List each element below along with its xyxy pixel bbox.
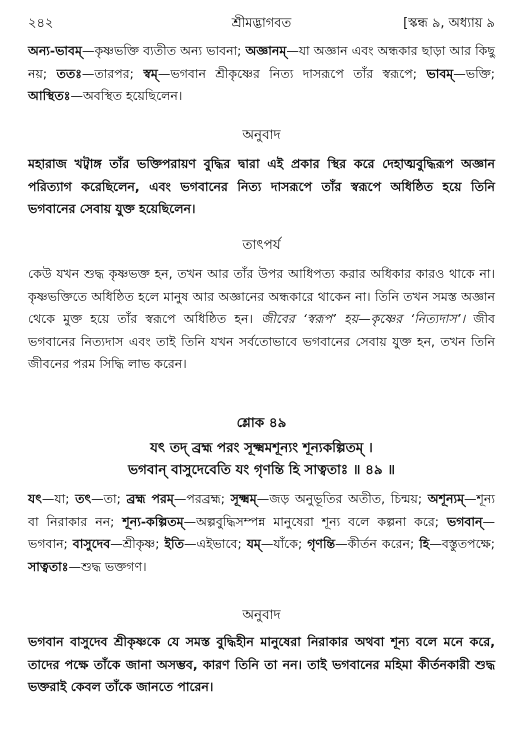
synonym-word: যম্ bbox=[246, 536, 261, 551]
synonym-meaning: ভগবান; bbox=[28, 536, 68, 551]
purport-quote: জীবের ‘স্বরূপ’ হয়—কৃষ্ণের ‘নিত্যদাস’। bbox=[261, 311, 466, 326]
page-number: ২৪২ bbox=[28, 16, 54, 31]
purport-heading: তাৎপর্য bbox=[242, 237, 281, 253]
synonym-word: অশূন্যম্ bbox=[427, 491, 465, 506]
synonym-word: যৎ bbox=[28, 491, 42, 506]
synonym-meaning: কীর্তন করেন; bbox=[347, 536, 415, 551]
synonym-word: ভগবান্ bbox=[446, 513, 483, 529]
synonym-meaning: অল্পবুদ্ধিসম্পন্ন মানুষেরা শূন্য বলে কল্পনা করে; bbox=[196, 513, 439, 529]
synonym-word: সূক্ষ্মম্ bbox=[230, 491, 257, 506]
synonym-meaning: তা; bbox=[103, 491, 121, 506]
book-title: শ্রীমদ্ভাগবত bbox=[231, 16, 292, 31]
translation-text: ভগবান বাসুদেব শ্রীকৃষ্ণকে যে সমস্ত বুদ্ধিহীন মানুষেরা নিরাকার অথবা শূন্য বলে মনে করে, তাদের পক্ষে তাঁকে জানা অসম্ভব, কারণ তিনি তা নন। তাই ভগবানের মহিমা কীর্তনকারী শুদ্ধ ভক্তরাই কেবল তাঁকে জানতে পারেন। bbox=[28, 634, 495, 694]
synonym-meaning: শ্রীকৃষ্ণ; bbox=[122, 536, 160, 551]
synonym-word: গৃণন্তি bbox=[307, 536, 336, 551]
synonym-word: তৎ bbox=[75, 491, 92, 506]
synonym-word: শূন্য-কল্পিতম্ bbox=[122, 513, 184, 529]
synonym-meaning: অবস্থিত হয়েছিলেন। bbox=[82, 88, 183, 103]
purport-section bbox=[28, 235, 495, 376]
synonym-meaning: এইভাবে; bbox=[196, 536, 242, 551]
synonym-meaning: যা; bbox=[54, 491, 70, 506]
synonym-meaning: যাঁকে; bbox=[273, 536, 303, 551]
synonyms-verse bbox=[28, 488, 495, 578]
synonym-meaning: ভক্তি; bbox=[465, 65, 495, 81]
chapter-reference: [স্কন্ধ ৯, অধ্যায় ৯ bbox=[403, 16, 495, 31]
synonym-word: অন্য-ভাবম্ bbox=[28, 43, 82, 58]
translation-section-1 bbox=[28, 125, 495, 221]
synonym-word: ততঃ bbox=[56, 65, 82, 81]
page-header bbox=[28, 14, 495, 34]
translation-text: মহারাজ খট্বাঙ্গ তাঁর ভক্তিপরায়ণ বুদ্ধির দ্বারা এই প্রকার স্থির করে দেহাত্মবুদ্ধিরূপ অজ্ঞান পরিত্যাগ করেছিলেন, এবং ভগবানের নিত্য দাসরূপে তাঁর স্বরূপে অধিষ্ঠিত হয়ে তিনি ভগবানের সেবায় যুক্ত হয়েছিলেন। bbox=[28, 156, 495, 216]
synonym-word: হি bbox=[419, 536, 430, 551]
synonym-word: অজ্ঞানম্ bbox=[245, 43, 287, 58]
translation-section-2 bbox=[28, 605, 495, 699]
verse-line-1: যৎ তদ্ ব্রহ্ম পরং সূক্ষ্মমশূন্যং শূন্যকল্পিতম্ । bbox=[150, 440, 373, 456]
purport-text-before: কেউ যখন শুদ্ধ কৃষ্ণভক্ত হন, তখন আর তাঁর উপর আধিপত্য করার অধিকার কারও থাকে না। কৃষ্ণভক্তিতে অধিষ্ঠিত হলে মানুষ আর অজ্ঞানের অন্ধকারে থাকেন না। তিনি তখন সমস্ত অজ্ঞান থেকে মুক্ত হয়ে তাঁর স্বরূপে অধিষ্ঠিত হন। bbox=[28, 266, 495, 326]
synonym-meaning: তারপর; bbox=[94, 65, 134, 81]
synonym-meaning: শূন্য বা নিরাকার নন; bbox=[28, 491, 495, 529]
synonym-word: স্বম্ bbox=[143, 65, 158, 81]
translation-heading: অনুবাদ bbox=[242, 127, 281, 143]
synonym-word: বাসুদেব bbox=[72, 536, 111, 551]
synonyms-paragraph: অন্য-ভাবম্—কৃষ্ণভক্তি ব্যতীত অন্য ভাবনা; অজ্ঞানম্—যা অজ্ঞান এবং অন্ধকার ছাড়া আর কিছু নয়; ততঃ—তারপর; স্বম্—ভগবান শ্রীকৃষ্ণের নিত্য দাসরূপে তাঁর স্বরূপে; ভাবম্—ভক্তি; আস্থিতঃ—অবস্থিত হয়েছিলেন। bbox=[28, 43, 495, 103]
synonym-meaning: শুদ্ধ ভক্তগণ। bbox=[80, 558, 147, 574]
synonym-meaning: জড় অনুভূতির অতীত, চিন্ময়; bbox=[269, 491, 423, 506]
synonym-word: সাত্বতাঃ bbox=[28, 558, 69, 574]
verse-line-2: ভগবান্ বাসুদেবেতি যং গৃণন্তি হি সাত্বতাঃ ॥ ৪৯ ॥ bbox=[128, 462, 395, 478]
synonym-meaning: ভগবান শ্রীকৃষ্ণের নিত্য দাসরূপে তাঁর স্বরূপে; bbox=[170, 65, 417, 81]
translation-heading: অনুবাদ bbox=[242, 607, 281, 623]
synonym-meaning: পরব্রহ্ম; bbox=[186, 491, 225, 506]
verse-section bbox=[28, 413, 495, 481]
synonym-meaning: বস্তুতপক্ষে; bbox=[441, 536, 496, 551]
synonym-meaning: যা অজ্ঞান এবং অন্ধকার ছাড়া আর কিছু নয়; bbox=[28, 43, 495, 81]
synonym-word: ব্রহ্ম পরম্ bbox=[126, 491, 174, 506]
verse-label: শ্লোক ৪৯ bbox=[236, 415, 287, 431]
synonym-word: ইতি bbox=[164, 536, 185, 551]
purport-text bbox=[28, 263, 495, 376]
synonyms-paragraph: যৎ—যা; তৎ—তা; ব্রহ্ম পরম্—পরব্রহ্ম; সূক্ষ্মম্—জড় অনুভূতির অতীত, চিন্ময়; অশূন্যম্—শূন্য বা নিরাকার নন; শূন্য-কল্পিতম্—অল্পবুদ্ধিসম্পন্ন মানুষেরা শূন্য বলে কল্পনা করে; ভগবান্—ভগবান; বাসুদেব—শ্রীকৃষ্ণ; ইতি—এইভাবে; যম্—যাঁকে; গৃণন্তি—কীর্তন করেন; হি—বস্তুতপক্ষে; সাত্বতাঃ—শুদ্ধ ভক্তগণ। bbox=[28, 491, 496, 574]
purport-text-after: জীব ভগবানের নিত্যদাস এবং তাই তিনি যখন সর্বতোভাবে ভগবানের সেবায় যুক্ত হন, তখন তিনি জীবনের পরম সিদ্ধি লাভ করেন। bbox=[28, 311, 495, 371]
synonym-meaning: কৃষ্ণভক্তি ব্যতীত অন্য ভাবনা; bbox=[94, 43, 242, 58]
synonyms-top bbox=[28, 40, 495, 108]
synonym-word: ভাবম্ bbox=[426, 65, 454, 81]
synonym-word: আস্থিতঃ bbox=[28, 88, 71, 103]
